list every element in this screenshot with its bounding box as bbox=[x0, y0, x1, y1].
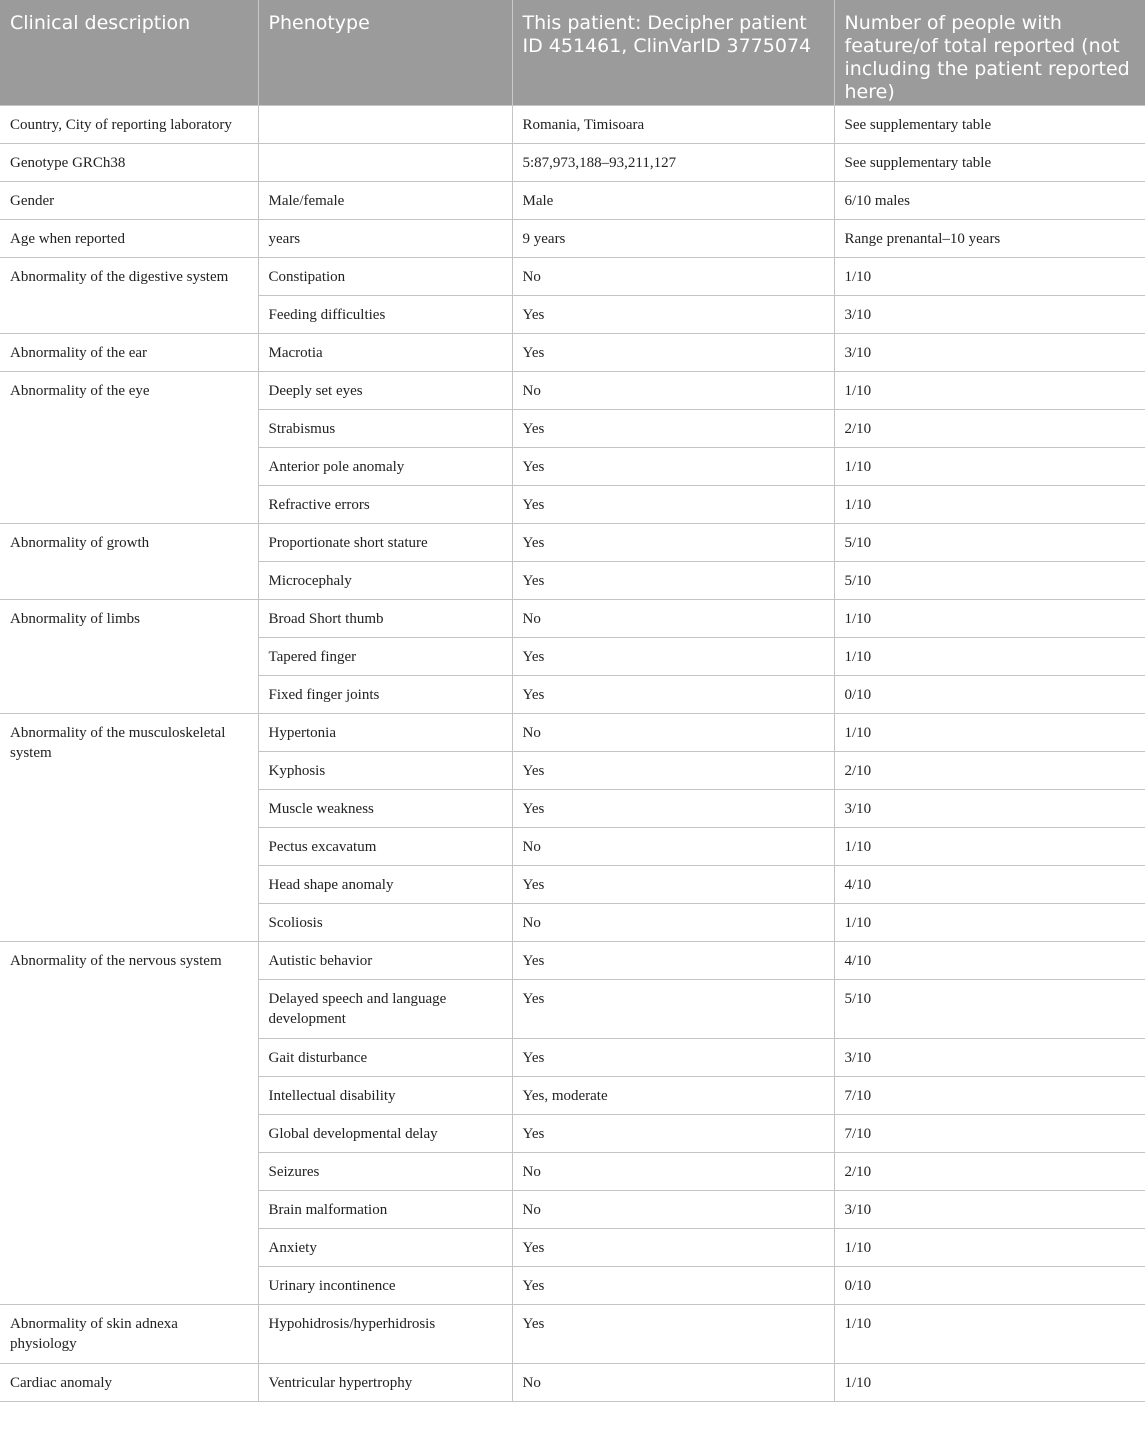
clinical-description-cell: Gender bbox=[0, 181, 258, 219]
count-cell: 1/10 bbox=[834, 1363, 1145, 1401]
patient-value-cell: Yes bbox=[512, 485, 834, 523]
table-row bbox=[0, 523, 1145, 561]
count-cell: 2/10 bbox=[834, 409, 1145, 447]
phenotype-cell: Delayed speech and language development bbox=[258, 979, 512, 1038]
phenotype-cell: Broad Short thumb bbox=[258, 599, 512, 637]
patient-value-cell: Yes bbox=[512, 1304, 834, 1363]
phenotype-cell: Feeding difficulties bbox=[258, 295, 512, 333]
clinical-description-cell: Country, City of reporting laboratory bbox=[0, 105, 258, 143]
table-body bbox=[0, 105, 1145, 1401]
table-row bbox=[0, 181, 1145, 219]
clinical-description-cell: Abnormality of the digestive system bbox=[0, 257, 258, 333]
count-cell: 1/10 bbox=[834, 257, 1145, 295]
phenotype-cell: Proportionate short stature bbox=[258, 523, 512, 561]
count-cell: 1/10 bbox=[834, 1228, 1145, 1266]
count-cell: 3/10 bbox=[834, 333, 1145, 371]
patient-value-cell: No bbox=[512, 827, 834, 865]
count-cell: 1/10 bbox=[834, 485, 1145, 523]
phenotype-cell: Ventricular hypertrophy bbox=[258, 1363, 512, 1401]
clinical-description-cell: Cardiac anomaly bbox=[0, 1363, 258, 1401]
phenotype-cell: Microcephaly bbox=[258, 561, 512, 599]
clinical-description-cell: Abnormality of growth bbox=[0, 523, 258, 599]
count-cell: 4/10 bbox=[834, 941, 1145, 979]
table-row bbox=[0, 941, 1145, 979]
header-phenotype: Phenotype bbox=[258, 0, 512, 105]
table-row bbox=[0, 143, 1145, 181]
phenotype-cell: Deeply set eyes bbox=[258, 371, 512, 409]
phenotype-cell: Male/female bbox=[258, 181, 512, 219]
count-cell: 5/10 bbox=[834, 523, 1145, 561]
phenotype-cell: Head shape anomaly bbox=[258, 865, 512, 903]
count-cell: 3/10 bbox=[834, 1190, 1145, 1228]
count-cell: 0/10 bbox=[834, 1266, 1145, 1304]
patient-value-cell: Yes bbox=[512, 637, 834, 675]
patient-value-cell: Yes bbox=[512, 523, 834, 561]
patient-value-cell: Yes bbox=[512, 1228, 834, 1266]
phenotype-cell: Gait disturbance bbox=[258, 1038, 512, 1076]
clinical-description-cell: Genotype GRCh38 bbox=[0, 143, 258, 181]
count-cell: 5/10 bbox=[834, 979, 1145, 1038]
patient-value-cell: No bbox=[512, 1190, 834, 1228]
patient-value-cell: No bbox=[512, 903, 834, 941]
patient-value-cell: No bbox=[512, 1363, 834, 1401]
clinical-description-cell: Abnormality of the eye bbox=[0, 371, 258, 523]
clinical-description-cell: Abnormality of the nervous system bbox=[0, 941, 258, 1304]
phenotype-cell: Urinary incontinence bbox=[258, 1266, 512, 1304]
table-row bbox=[0, 371, 1145, 409]
table-row bbox=[0, 219, 1145, 257]
phenotype-cell: years bbox=[258, 219, 512, 257]
phenotype-cell bbox=[258, 143, 512, 181]
count-cell: 1/10 bbox=[834, 1304, 1145, 1363]
patient-value-cell: Yes bbox=[512, 941, 834, 979]
phenotype-cell: Muscle weakness bbox=[258, 789, 512, 827]
count-cell: 3/10 bbox=[834, 295, 1145, 333]
phenotype-cell: Intellectual disability bbox=[258, 1076, 512, 1114]
phenotype-cell: Scoliosis bbox=[258, 903, 512, 941]
patient-value-cell: 5:87,973,188–93,211,127 bbox=[512, 143, 834, 181]
count-cell: See supplementary table bbox=[834, 143, 1145, 181]
phenotype-cell: Fixed finger joints bbox=[258, 675, 512, 713]
count-cell: Range prenantal–10 years bbox=[834, 219, 1145, 257]
clinical-description-cell: Abnormality of skin adnexa physiology bbox=[0, 1304, 258, 1363]
count-cell: 1/10 bbox=[834, 903, 1145, 941]
patient-value-cell: Yes bbox=[512, 675, 834, 713]
phenotype-cell: Hypohidrosis/hyperhidrosis bbox=[258, 1304, 512, 1363]
header-row bbox=[0, 0, 1145, 105]
table-header bbox=[0, 0, 1145, 105]
patient-value-cell: Yes bbox=[512, 789, 834, 827]
table-row bbox=[0, 1304, 1145, 1363]
phenotype-cell: Seizures bbox=[258, 1152, 512, 1190]
patient-value-cell: Yes bbox=[512, 295, 834, 333]
count-cell: 4/10 bbox=[834, 865, 1145, 903]
phenotype-cell: Anterior pole anomaly bbox=[258, 447, 512, 485]
phenotype-cell: Hypertonia bbox=[258, 713, 512, 751]
clinical-description-cell: Abnormality of the ear bbox=[0, 333, 258, 371]
count-cell: 7/10 bbox=[834, 1114, 1145, 1152]
phenotype-cell: Tapered finger bbox=[258, 637, 512, 675]
table-row bbox=[0, 1363, 1145, 1401]
phenotype-cell: Constipation bbox=[258, 257, 512, 295]
count-cell: 6/10 males bbox=[834, 181, 1145, 219]
phenotype-cell: Brain malformation bbox=[258, 1190, 512, 1228]
patient-value-cell: No bbox=[512, 1152, 834, 1190]
count-cell: 1/10 bbox=[834, 713, 1145, 751]
table-row bbox=[0, 599, 1145, 637]
header-number-of-people: Number of people with feature/of total reported (not including the patient reported here) bbox=[834, 0, 1145, 105]
patient-value-cell: 9 years bbox=[512, 219, 834, 257]
patient-value-cell: Yes bbox=[512, 333, 834, 371]
clinical-description-cell: Age when reported bbox=[0, 219, 258, 257]
phenotype-cell: Anxiety bbox=[258, 1228, 512, 1266]
patient-value-cell: Male bbox=[512, 181, 834, 219]
patient-value-cell: Yes bbox=[512, 1038, 834, 1076]
phenotype-cell: Refractive errors bbox=[258, 485, 512, 523]
count-cell: 1/10 bbox=[834, 447, 1145, 485]
patient-value-cell: Yes bbox=[512, 979, 834, 1038]
patient-value-cell: No bbox=[512, 257, 834, 295]
count-cell: 1/10 bbox=[834, 599, 1145, 637]
patient-value-cell: Yes, moderate bbox=[512, 1076, 834, 1114]
table-row bbox=[0, 257, 1145, 295]
count-cell: 0/10 bbox=[834, 675, 1145, 713]
count-cell: 3/10 bbox=[834, 789, 1145, 827]
header-this-patient: This patient: Decipher patient ID 451461, ClinVarID 3775074 bbox=[512, 0, 834, 105]
phenotype-cell: Global developmental delay bbox=[258, 1114, 512, 1152]
header-clinical-description: Clinical description bbox=[0, 0, 258, 105]
count-cell: 1/10 bbox=[834, 371, 1145, 409]
phenotype-cell: Strabismus bbox=[258, 409, 512, 447]
phenotype-cell: Kyphosis bbox=[258, 751, 512, 789]
phenotype-cell: Macrotia bbox=[258, 333, 512, 371]
patient-value-cell: No bbox=[512, 599, 834, 637]
count-cell: 3/10 bbox=[834, 1038, 1145, 1076]
patient-value-cell: Yes bbox=[512, 751, 834, 789]
table-row bbox=[0, 713, 1145, 751]
clinical-description-cell: Abnormality of the musculoskeletal system bbox=[0, 713, 258, 941]
count-cell: See supplementary table bbox=[834, 105, 1145, 143]
patient-value-cell: Yes bbox=[512, 447, 834, 485]
count-cell: 7/10 bbox=[834, 1076, 1145, 1114]
count-cell: 1/10 bbox=[834, 637, 1145, 675]
table-row bbox=[0, 333, 1145, 371]
patient-value-cell: Yes bbox=[512, 1114, 834, 1152]
patient-value-cell: No bbox=[512, 371, 834, 409]
count-cell: 2/10 bbox=[834, 751, 1145, 789]
phenotype-cell: Autistic behavior bbox=[258, 941, 512, 979]
patient-value-cell: Yes bbox=[512, 1266, 834, 1304]
patient-value-cell: Yes bbox=[512, 561, 834, 599]
phenotype-cell bbox=[258, 105, 512, 143]
count-cell: 5/10 bbox=[834, 561, 1145, 599]
phenotype-cell: Pectus excavatum bbox=[258, 827, 512, 865]
patient-value-cell: Yes bbox=[512, 409, 834, 447]
patient-value-cell: Yes bbox=[512, 865, 834, 903]
patient-value-cell: Romania, Timisoara bbox=[512, 105, 834, 143]
patient-value-cell: No bbox=[512, 713, 834, 751]
table-row bbox=[0, 105, 1145, 143]
count-cell: 2/10 bbox=[834, 1152, 1145, 1190]
clinical-description-cell: Abnormality of limbs bbox=[0, 599, 258, 713]
count-cell: 1/10 bbox=[834, 827, 1145, 865]
